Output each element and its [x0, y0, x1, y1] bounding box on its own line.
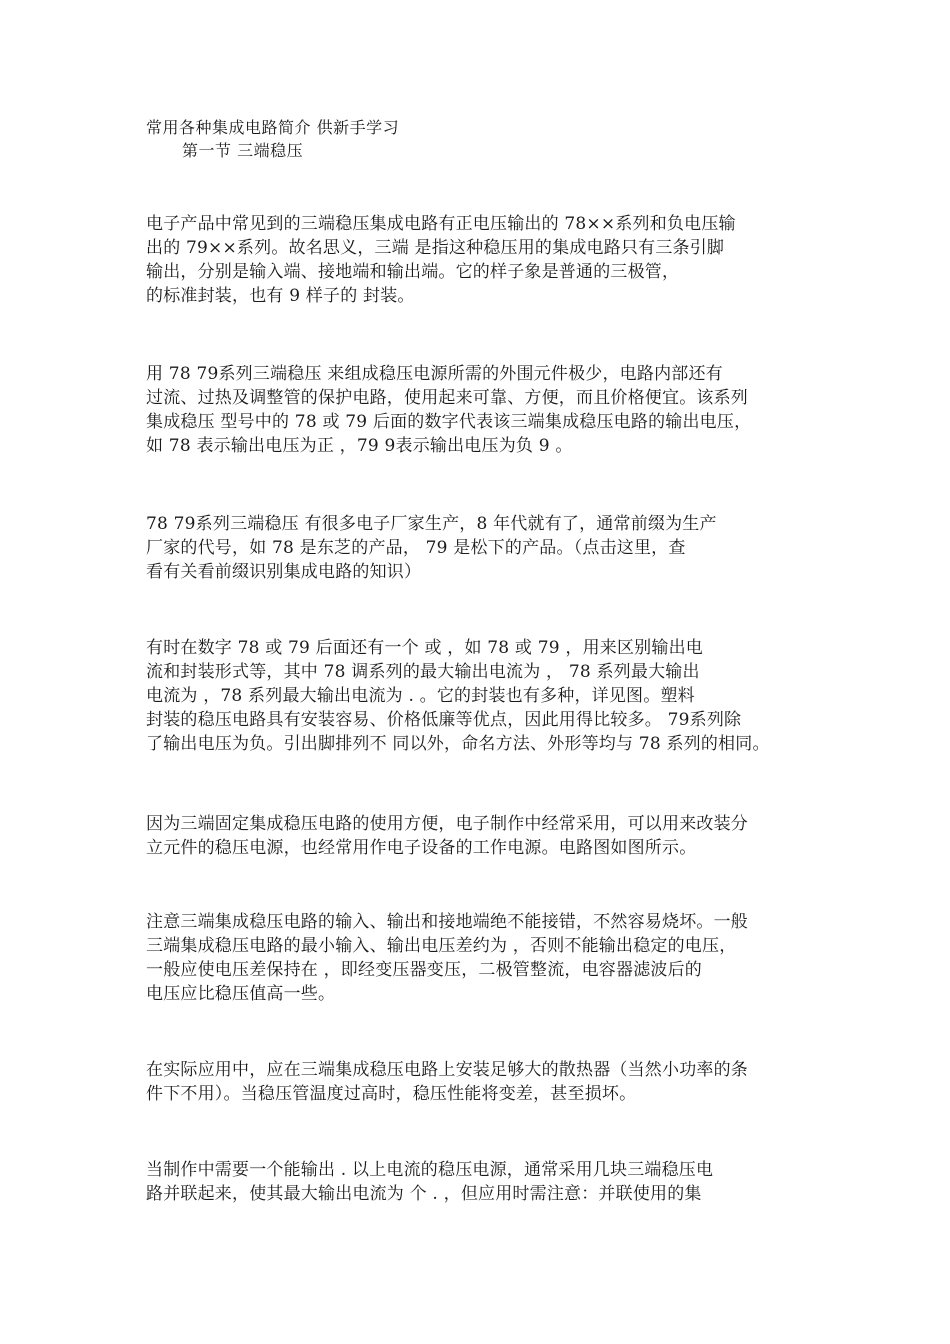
paragraph-line: 有时在数字 78 或 79 后面还有一个 或 ，如 78 或 79 ，用来区别输出电 — [146, 638, 703, 658]
paragraph-4 — [146, 636, 816, 756]
paragraph-line: 流和封装形式等，其中 78 调系列的最大输出电流为 ， 78 系列最大输出 — [146, 662, 700, 682]
paragraph-line: 电压应比稳压值高一些。 — [146, 984, 336, 1004]
paragraph-line: 立元件的稳压电源，也经常用作电子设备的工作电源。电路图如图所示。 — [146, 838, 697, 858]
paragraph-line: 电流为 ，78 系列最大输出电流为 . 。它的封装也有多种，详见图。塑料 — [146, 686, 695, 706]
paragraph-line: 输出，分别是输入端、接地端和输出端。它的样子象是普通的三极管， — [146, 262, 680, 282]
section-heading: 第一节 三端稳压 — [182, 141, 304, 160]
paragraph-line: 三端集成稳压电路的最小输入、输出电压差约为 ，否则不能输出稳定的电压， — [146, 936, 737, 956]
document-title: 常用各种集成电路简介 供新手学习 — [146, 118, 400, 137]
paragraph-line: 了输出电压为负。引出脚排列不 同以外，命名方法、外形等均与 78 系列的相同。 — [146, 734, 770, 754]
paragraph-1 — [146, 212, 816, 308]
paragraph-line: 的标准封装，也有 9 样子的 封装。 — [146, 286, 415, 306]
paragraph-line: 用 78 79系列三端稳压 来组成稳压电源所需的外围元件极少，电路内部还有 — [146, 364, 723, 384]
paragraph-2 — [146, 362, 816, 458]
paragraph-line: 路并联起来，使其最大输出电流为 个 . ，但应用时需注意：并联使用的集 — [146, 1184, 702, 1204]
paragraph-line: 看有关看前缀识别集成电路的知识） — [146, 562, 422, 582]
paragraph-line: 注意三端集成稳压电路的输入、输出和接地端绝不能接错，不然容易烧坏。一般 — [146, 912, 748, 932]
paragraph-line: 一般应使电压差保持在 ，即经变压器变压，二极管整流，电容器滤波后的 — [146, 960, 703, 980]
paragraph-line: 件下不用）。当稳压管温度过高时，稳压性能将变差，甚至损坏。 — [146, 1084, 637, 1104]
paragraph-line: 78 79系列三端稳压 有很多电子厂家生产，8 年代就有了，通常前缀为生产 — [146, 514, 717, 534]
paragraph-8 — [146, 1158, 816, 1206]
paragraph-3 — [146, 512, 816, 584]
paragraph-line: 过流、过热及调整管的保护电路，使用起来可靠、方便，而且价格便宜。该系列 — [146, 388, 748, 408]
paragraph-line: 当制作中需要一个能输出 . 以上电流的稳压电源，通常采用几块三端稳压电 — [146, 1160, 714, 1180]
paragraph-7 — [146, 1058, 816, 1106]
paragraph-line: 厂家的代号，如 78 是东芝的产品， 79 是松下的产品。（点击这里，查 — [146, 538, 686, 558]
paragraph-line: 封装的稳压电路具有安装容易、价格低廉等优点，因此用得比较多。 79系列除 — [146, 710, 742, 730]
paragraph-line: 电子产品中常见到的三端稳压集成电路有正电压输出的 78××系列和负电压输 — [146, 214, 736, 234]
paragraph-6 — [146, 910, 816, 1006]
paragraph-line: 出的 79××系列。故名思义，三端 是指这种稳压用的集成电路只有三条引脚 — [146, 238, 725, 258]
paragraph-5 — [146, 812, 816, 860]
paragraph-line: 在实际应用中，应在三端集成稳压电路上安装足够大的散热器（当然小功率的条 — [146, 1060, 748, 1080]
paragraph-line: 因为三端固定集成稳压电路的使用方便，电子制作中经常采用，可以用来改装分 — [146, 814, 748, 834]
paragraph-line: 如 78 表示输出电压为正 ，79 9表示输出电压为负 9 。 — [146, 436, 573, 456]
paragraph-line: 集成稳压 型号中的 78 或 79 后面的数字代表该三端集成稳压电路的输出电压， — [146, 412, 752, 432]
